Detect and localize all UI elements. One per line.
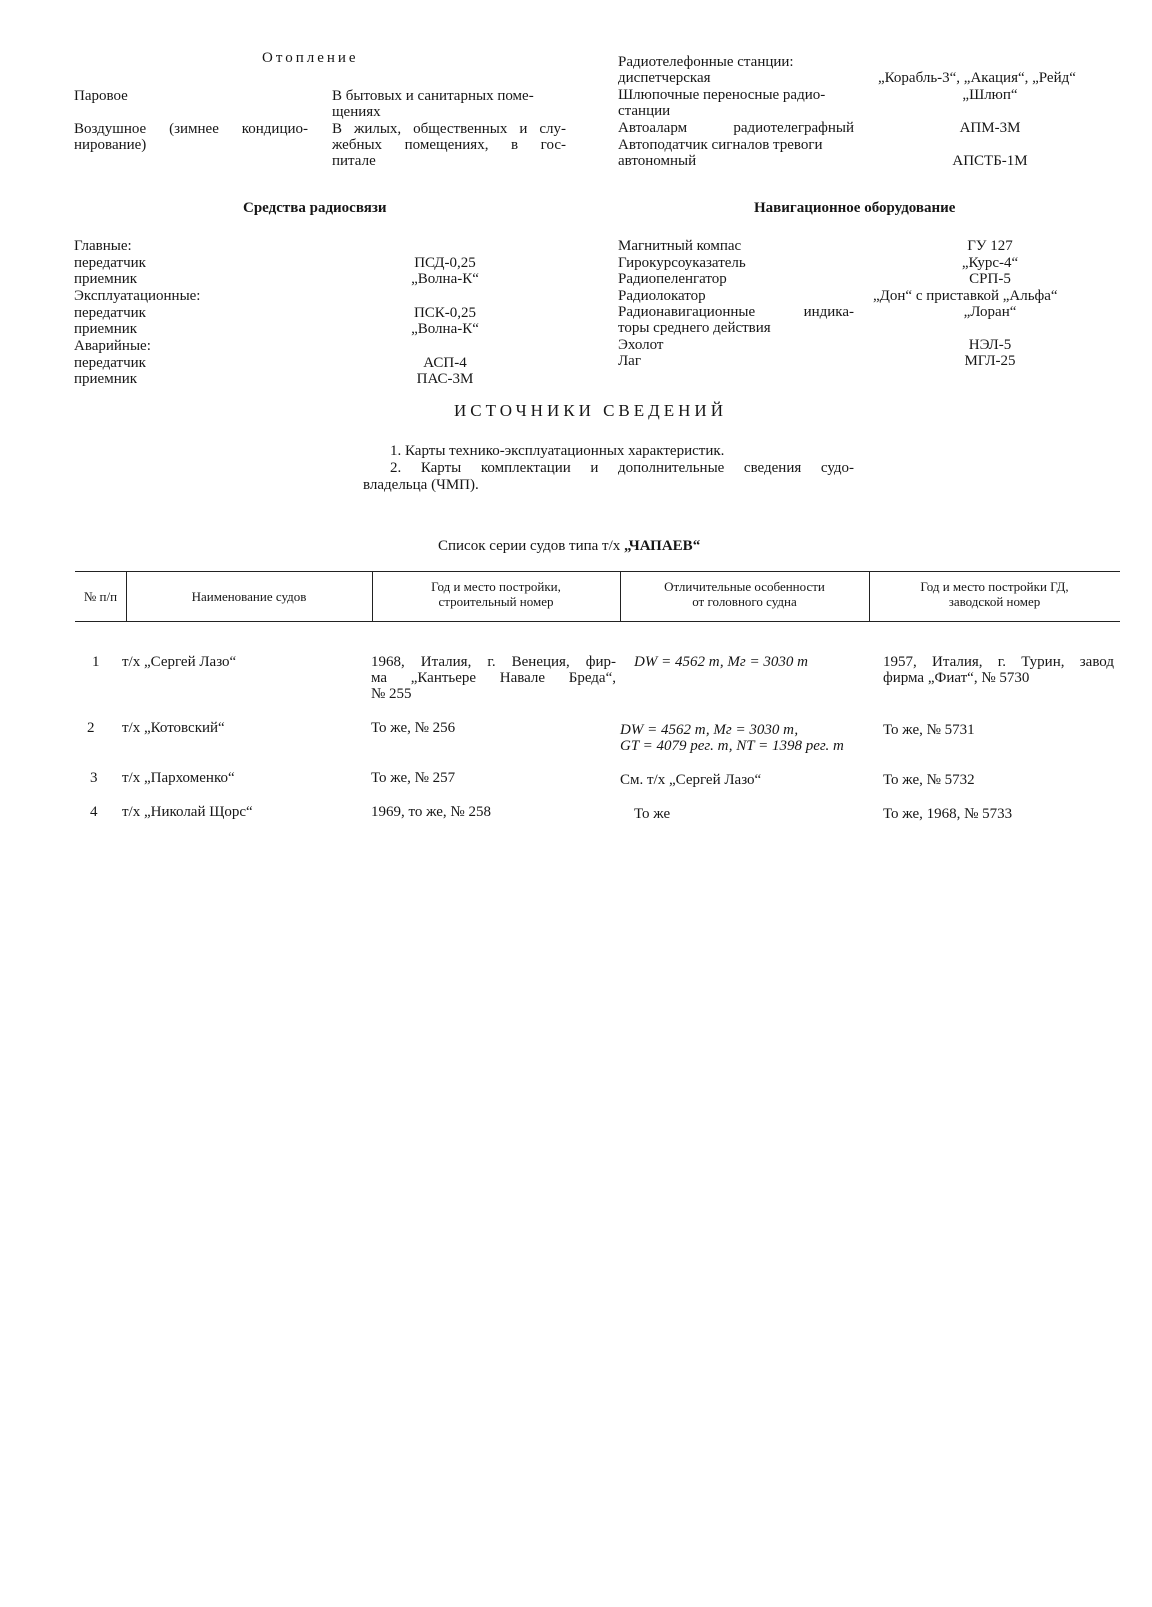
- row-num: 3: [90, 770, 98, 786]
- row-build-1: 1968, Италия, г. Венеция, фир-: [371, 654, 616, 670]
- nav-loran-value: „Лоран“: [963, 304, 1017, 320]
- nav-loran-label-2: торы среднего действия: [618, 320, 771, 336]
- nav-compass-label: Магнитный компас: [618, 238, 742, 254]
- series-caption-prefix: Список серии судов типа т/х: [438, 538, 625, 554]
- radio-emergency-receiver: ПАС-3М: [416, 371, 474, 387]
- heating-type-air-2: нирование): [74, 137, 147, 153]
- radiophone-alarm-label-1: Автоподатчик сигналов тревоги: [618, 137, 823, 153]
- row-build-2: ма „Кантьере Навале Бреда“,: [371, 670, 616, 686]
- row-num: 4: [90, 804, 98, 820]
- nav-rdf-value: СРП-5: [969, 271, 1011, 287]
- table-header-build: Год и место постройки, строительный номер: [431, 579, 561, 609]
- row-engine-1: 1957, Италия, г. Турин, завод: [883, 654, 1114, 670]
- series-caption: [438, 538, 700, 554]
- row-features-1: То же: [634, 806, 671, 822]
- table-header-name: Наименование судов: [191, 589, 307, 604]
- radio-emergency-label: Аварийные:: [74, 338, 151, 354]
- navigation-title: Навигационное оборудование: [754, 200, 956, 216]
- table-header-rule: [75, 621, 1120, 622]
- row-features-1: См. т/х „Сергей Лазо“: [620, 772, 762, 788]
- row-engine-1: То же, № 5731: [883, 722, 975, 738]
- heating-where-steam-2: щениях: [332, 104, 381, 120]
- radiophone-dispatch-value: „Корабль-3“, „Акация“, „Рейд“: [878, 70, 1076, 86]
- sources-title: ИСТОЧНИКИ СВЕДЕНИЙ: [454, 401, 727, 420]
- radiophone-boat-value: „Шлюп“: [962, 87, 1018, 103]
- nav-log-value: МГЛ-25: [964, 353, 1016, 369]
- nav-echo-value: НЭЛ-5: [968, 337, 1012, 353]
- radio-title: Средства радиосвязи: [243, 200, 387, 216]
- radio-main-transmitter-label: передатчик: [74, 255, 146, 271]
- heating-where-air-2: жебных помещениях, в гос-: [332, 137, 566, 153]
- radio-main-receiver-label: приемник: [74, 271, 138, 287]
- row-build-1: То же, № 257: [371, 770, 456, 786]
- row-features-1: DW = 4562 т, Mг = 3030 т: [634, 654, 808, 670]
- row-name: т/х „Котовский“: [122, 720, 225, 736]
- radio-main-label: Главные:: [74, 238, 132, 254]
- sources-item-1: 1. Карты технико-эксплуатационных характеристик.: [390, 443, 725, 459]
- radiophone-boat-label-1: Шлюпочные переносные радио-: [618, 87, 826, 103]
- radio-main-transmitter: ПСД-0,25: [414, 255, 476, 271]
- heating-type-steam: Паровое: [74, 88, 128, 104]
- heating-where-air-1: В жилых, общественных и слу-: [332, 121, 566, 137]
- radiophone-autoalarm-value: АПМ-3М: [959, 120, 1021, 136]
- row-name: т/х „Сергей Лазо“: [122, 654, 237, 670]
- radio-emergency-transmitter-label: передатчик: [74, 355, 146, 371]
- nav-gyro-value: „Курс-4“: [961, 255, 1019, 271]
- row-build-3: № 255: [371, 686, 412, 702]
- nav-gyro-label: Гирокурсоуказатель: [618, 255, 746, 271]
- radio-operational-transmitter: ПСК-0,25: [413, 305, 477, 321]
- nav-loran-label-1: Радионавигационные индика-: [618, 304, 854, 320]
- nav-log-label: Лаг: [618, 353, 641, 369]
- heating-title: Отопление: [262, 50, 359, 66]
- row-engine-1: То же, № 5732: [883, 772, 975, 788]
- sources-item-2: 2. Карты комплектации и дополнительные сведения судо-: [390, 460, 854, 476]
- row-build-1: То же, № 256: [371, 720, 456, 736]
- nav-radar-label: Радиолокатор: [618, 288, 706, 304]
- table-header-features: Отличительные особенности от головного судна: [664, 579, 825, 609]
- table-top-rule: [75, 571, 1120, 572]
- radiophone-alarm-value: АПСТБ-1М: [952, 153, 1028, 169]
- heating-type-air-1: Воздушное (зимнее кондицио-: [74, 121, 308, 137]
- radiophone-dispatch-label: диспетчерская: [618, 70, 711, 86]
- table-header-num: № п/п: [83, 589, 118, 604]
- radiophone-autoalarm-label: Автоаларм радиотелеграфный: [618, 120, 854, 136]
- radiophone-boat-label-2: станции: [618, 103, 671, 119]
- row-name: т/х „Пархоменко“: [122, 770, 235, 786]
- row-features-1: DW = 4562 т, Mг = 3030 т,: [620, 722, 799, 738]
- row-num: 1: [92, 654, 100, 670]
- radiophone-alarm-label-2: автономный: [618, 153, 697, 169]
- heating-where-air-3: питале: [332, 153, 376, 169]
- radio-operational-transmitter-label: передатчик: [74, 305, 146, 321]
- nav-rdf-label: Радиопеленгатор: [618, 271, 727, 287]
- radio-operational-label: Эксплуатационные:: [74, 288, 201, 304]
- radio-operational-receiver: „Волна-К“: [411, 321, 479, 337]
- nav-radar-value: „Дон“ с приставкой „Альфа“: [873, 288, 1058, 304]
- row-engine-1: То же, 1968, № 5733: [883, 806, 1013, 822]
- row-build-1: 1969, то же, № 258: [371, 804, 491, 820]
- row-engine-2: фирма „Фиат“, № 5730: [883, 670, 1030, 686]
- row-num: 2: [87, 720, 95, 736]
- sources-item-2-cont: владельца (ЧМП).: [363, 477, 479, 493]
- radiophone-title: Радиотелефонные станции:: [618, 54, 794, 70]
- series-caption-name: „ЧАПАЕВ“: [624, 538, 701, 554]
- row-features-2: GT = 4079 рег. т, NT = 1398 рег. т: [620, 738, 844, 754]
- radio-emergency-transmitter: АСП-4: [423, 355, 467, 371]
- row-name: т/х „Николай Щорс“: [122, 804, 253, 820]
- radio-main-receiver: „Волна-К“: [411, 271, 479, 287]
- table-header-engine: Год и место постройки ГД, заводской номер: [920, 579, 1069, 609]
- heating-where-steam-1: В бытовых и санитарных поме-: [332, 88, 534, 104]
- radio-operational-receiver-label: приемник: [74, 321, 138, 337]
- radio-emergency-receiver-label: приемник: [74, 371, 138, 387]
- nav-echo-label: Эхолот: [618, 337, 664, 353]
- nav-compass-value: ГУ 127: [967, 238, 1013, 254]
